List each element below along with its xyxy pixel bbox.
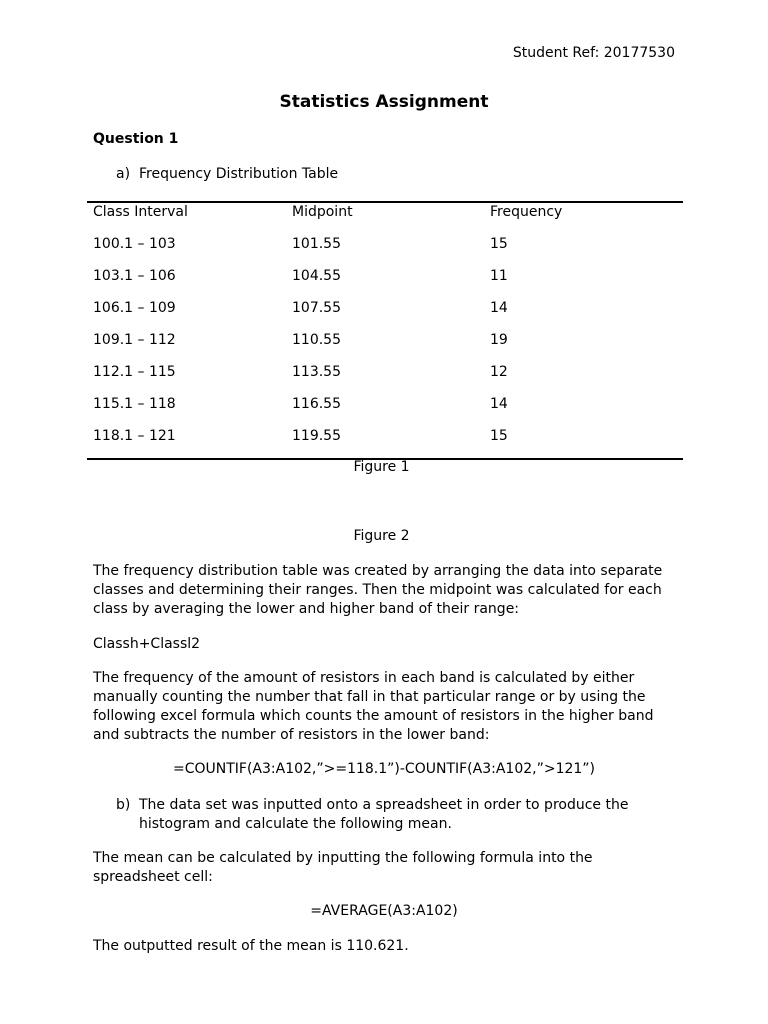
table-cell: 119.55 [292, 428, 341, 444]
column-header-class-interval: Class Interval [93, 204, 188, 220]
paragraph-table-method: The frequency distribution table was created by arranging the data into separate classes and determining their ranges. Then the midpoint was calculated for each class by averaging the lower and higher band of their range: [93, 563, 663, 617]
part-a-label: a) [116, 166, 131, 182]
column-header-midpoint: Midpoint [292, 204, 353, 220]
table-row [87, 299, 683, 331]
table-header-row [87, 203, 683, 235]
table-cell: 116.55 [292, 396, 341, 412]
table-cell: 112.1 – 115 [93, 364, 176, 380]
figure-1-caption: Figure 1 [353, 459, 410, 475]
table-row [87, 395, 683, 427]
midpoint-formula: Classh+Classl2 [93, 636, 201, 652]
paragraph-mean-result: The outputted result of the mean is 110.621. [93, 938, 409, 954]
student-ref: Student Ref: 20177530 [512, 45, 675, 61]
table-cell: 103.1 – 106 [93, 268, 176, 284]
table-cell: 15 [490, 428, 508, 444]
table-row [87, 235, 683, 267]
question-heading: Question 1 [93, 131, 179, 147]
countif-formula: =COUNTIF(A3:A102,”>=118.1”)-COUNTIF(A3:A102,”>121”) [172, 761, 596, 777]
paragraph-mean-method: The mean can be calculated by inputting the following formula into the spreadsheet cell: [93, 850, 593, 885]
table-cell: 113.55 [292, 364, 341, 380]
table-row [87, 427, 683, 459]
table-cell: 106.1 – 109 [93, 300, 176, 316]
part-b-text: The data set was inputted onto a spreadsheet in order to produce the histogram and calculate the following mean. [139, 797, 629, 832]
table-cell: 107.55 [292, 300, 341, 316]
table-cell: 19 [490, 332, 508, 348]
paragraph-frequency-method: The frequency of the amount of resistors in each band is calculated by either manually counting the number that fall in that particular range or by using the following excel formula which counts the amount of resistors in the higher band and subtracts the number of resistors in the lower band: [93, 670, 654, 743]
page-title: Statistics Assignment [279, 92, 489, 112]
part-b-label: b) [116, 797, 131, 813]
table-cell: 100.1 – 103 [93, 236, 176, 252]
table-cell: 104.55 [292, 268, 341, 284]
average-formula: =AVERAGE(A3:A102) [310, 903, 458, 919]
table-cell: 14 [490, 300, 508, 316]
table-cell: 11 [490, 268, 508, 284]
table-cell: 115.1 – 118 [93, 396, 176, 412]
table-cell: 14 [490, 396, 508, 412]
table-cell: 110.55 [292, 332, 341, 348]
column-header-frequency: Frequency [490, 204, 563, 220]
table-cell: 109.1 – 112 [93, 332, 176, 348]
table-cell: 101.55 [292, 236, 341, 252]
figure-2-caption: Figure 2 [353, 528, 410, 544]
frequency-table [87, 201, 683, 459]
table-row [87, 331, 683, 363]
part-a-text: Frequency Distribution Table [139, 166, 339, 182]
table-row [87, 267, 683, 299]
table-cell: 118.1 – 121 [93, 428, 176, 444]
table-cell: 12 [490, 364, 508, 380]
table-row [87, 363, 683, 395]
part-b-item [116, 796, 686, 834]
part-a-heading [116, 166, 338, 182]
table-cell: 15 [490, 236, 508, 252]
